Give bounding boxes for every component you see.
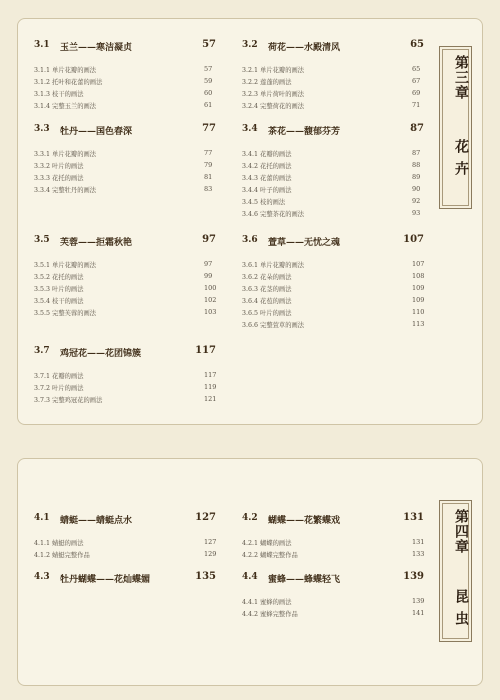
subsection-entry[interactable]	[242, 270, 424, 282]
chapter-title: 第三章	[453, 55, 469, 100]
subsection-title: 3.1.2 托叶和花蕾的画法	[34, 79, 103, 86]
subsection-page-number: 131	[412, 538, 425, 546]
subsection-page-number: 141	[412, 609, 425, 617]
section-heading[interactable]	[34, 513, 216, 529]
subsection-list	[242, 595, 424, 619]
section-heading[interactable]	[242, 124, 424, 140]
section-page-number: 77	[202, 123, 216, 134]
toc-section	[34, 40, 216, 111]
subsection-entry[interactable]	[242, 63, 424, 75]
toc-section	[34, 513, 216, 560]
subsection-entry[interactable]	[34, 282, 216, 294]
section-title: 荷花——水殿清风	[268, 43, 341, 53]
chapter-subtitle: 花卉	[453, 139, 469, 183]
section-page-number: 135	[195, 571, 216, 582]
subsection-page-number: 100	[204, 284, 217, 292]
section-page-number: 117	[195, 345, 216, 356]
section-number: 3.2	[242, 40, 258, 50]
section-number: 3.7	[34, 346, 50, 356]
subsection-page-number: 69	[412, 89, 421, 97]
subsection-entry[interactable]	[34, 306, 216, 318]
subsection-title: 3.5.2 花托的画法	[34, 274, 84, 281]
subsection-entry[interactable]	[34, 270, 216, 282]
subsection-title: 3.6.6 完整萱草的画法	[242, 322, 305, 329]
subsection-entry[interactable]	[242, 536, 424, 548]
section-title: 鸡冠花——花团锦簇	[60, 349, 142, 359]
section-page-number: 57	[202, 39, 216, 50]
subsection-title: 3.7.3 完整鸡冠花的画法	[34, 397, 103, 404]
subsection-entry[interactable]	[242, 306, 424, 318]
subsection-title: 3.4.2 花托的画法	[242, 163, 292, 170]
subsection-page-number: 97	[204, 260, 213, 268]
chapter-title: 第四章	[453, 509, 469, 554]
section-number: 3.4	[242, 124, 258, 134]
subsection-entry[interactable]	[34, 369, 216, 381]
subsection-title: 3.5.4 枝干的画法	[34, 298, 84, 305]
subsection-title: 4.2.2 蝴蝶完整作品	[242, 552, 298, 559]
subsection-title: 3.6.2 花朵的画法	[242, 274, 292, 281]
subsection-title: 3.2.4 完整荷花的画法	[242, 103, 305, 110]
subsection-page-number: 139	[412, 597, 425, 605]
subsection-page-number: 109	[412, 284, 425, 292]
subsection-list	[242, 536, 424, 560]
subsection-title: 4.4.1 蜜蜂的画法	[242, 599, 292, 606]
subsection-page-number: 87	[412, 149, 421, 157]
subsection-title: 3.5.3 叶片的画法	[34, 286, 84, 293]
section-title: 茶花——馥郁芬芳	[268, 127, 341, 137]
section-heading[interactable]	[34, 235, 216, 251]
subsection-title: 3.4.1 花瓣的画法	[242, 151, 292, 158]
toc-section	[242, 124, 424, 219]
toc-section	[242, 513, 424, 560]
subsection-title: 3.5.5 完整芙蓉的画法	[34, 310, 97, 317]
subsection-title: 3.6.1 单片花瓣的画法	[242, 262, 305, 269]
subsection-page-number: 92	[412, 197, 421, 205]
subsection-page-number: 77	[204, 149, 213, 157]
section-title: 牡丹——国色春深	[60, 127, 133, 137]
toc-section	[34, 235, 216, 318]
subsection-page-number: 81	[204, 173, 213, 181]
subsection-page-number: 59	[204, 77, 213, 85]
section-number: 4.4	[242, 572, 258, 582]
subsection-page-number: 61	[204, 101, 213, 109]
subsection-entry[interactable]	[242, 195, 424, 207]
subsection-page-number: 133	[412, 550, 425, 558]
subsection-entry[interactable]	[242, 171, 424, 183]
chapter-three-label-box	[439, 46, 472, 209]
toc-section	[34, 124, 216, 195]
subsection-entry[interactable]	[242, 99, 424, 111]
section-heading[interactable]	[34, 572, 216, 588]
section-page-number: 97	[202, 234, 216, 245]
subsection-title: 3.1.4 完整玉兰的画法	[34, 103, 97, 110]
subsection-title: 3.7.1 花瓣的画法	[34, 373, 84, 380]
subsection-title: 4.1.1 蜻蜓的画法	[34, 540, 84, 547]
subsection-page-number: 79	[204, 161, 213, 169]
subsection-list	[34, 536, 216, 560]
subsection-entry[interactable]	[242, 282, 424, 294]
subsection-entry[interactable]	[242, 87, 424, 99]
subsection-list	[242, 147, 424, 219]
subsection-page-number: 108	[412, 272, 425, 280]
subsection-page-number: 71	[412, 101, 421, 109]
subsection-page-number: 88	[412, 161, 421, 169]
subsection-entry[interactable]	[34, 183, 216, 195]
subsection-title: 3.4.5 枝的画法	[242, 199, 286, 206]
section-number: 4.2	[242, 513, 258, 523]
subsection-title: 3.4.4 叶子的画法	[242, 187, 292, 194]
toc-section	[34, 572, 216, 595]
section-title: 萱草——无忧之魂	[268, 238, 341, 248]
subsection-entry[interactable]	[34, 381, 216, 393]
subsection-title: 3.7.2 叶片的画法	[34, 385, 84, 392]
subsection-entry[interactable]	[242, 258, 424, 270]
section-page-number: 127	[195, 512, 216, 523]
subsection-title: 3.3.3 花托的画法	[34, 175, 84, 182]
toc-section	[34, 346, 216, 405]
subsection-page-number: 83	[204, 185, 213, 193]
subsection-entry[interactable]	[242, 207, 424, 219]
toc-section	[242, 235, 424, 330]
section-heading[interactable]	[34, 346, 216, 362]
subsection-title: 3.3.1 单片花瓣的画法	[34, 151, 97, 158]
subsection-page-number: 107	[412, 260, 425, 268]
subsection-title: 4.2.1 蝴蝶的画法	[242, 540, 292, 547]
subsection-entry[interactable]	[34, 147, 216, 159]
section-page-number: 87	[410, 123, 424, 134]
subsection-page-number: 117	[204, 371, 217, 379]
section-page-number: 107	[403, 234, 424, 245]
subsection-page-number: 65	[412, 65, 421, 73]
subsection-list	[34, 258, 216, 318]
subsection-page-number: 113	[412, 320, 425, 328]
section-heading[interactable]	[242, 513, 424, 529]
subsection-entry[interactable]	[34, 294, 216, 306]
subsection-page-number: 121	[204, 395, 217, 403]
subsection-entry[interactable]	[34, 87, 216, 99]
subsection-page-number: 129	[204, 550, 217, 558]
section-page-number: 65	[410, 39, 424, 50]
subsection-page-number: 109	[412, 296, 425, 304]
subsection-page-number: 89	[412, 173, 421, 181]
subsection-list	[242, 258, 424, 330]
chapter-four-label-box	[439, 500, 472, 642]
section-heading[interactable]	[34, 124, 216, 140]
subsection-page-number: 67	[412, 77, 421, 85]
subsection-list	[34, 63, 216, 111]
subsection-page-number: 99	[204, 272, 213, 280]
subsection-title: 3.4.3 花蕾的画法	[242, 175, 292, 182]
subsection-entry[interactable]	[242, 548, 424, 560]
subsection-title: 3.3.4 完整牡丹的画法	[34, 187, 97, 194]
section-number: 3.6	[242, 235, 258, 245]
section-page-number: 131	[403, 512, 424, 523]
subsection-title: 3.1.3 枝干的画法	[34, 91, 84, 98]
subsection-entry[interactable]	[34, 258, 216, 270]
section-heading[interactable]	[242, 235, 424, 251]
section-number: 4.3	[34, 572, 50, 582]
subsection-title: 3.6.5 叶片的画法	[242, 310, 292, 317]
subsection-list	[242, 63, 424, 111]
section-title: 牡丹蝴蝶——花灿蝶媚	[60, 575, 151, 585]
subsection-entry[interactable]	[34, 536, 216, 548]
subsection-page-number: 119	[204, 383, 217, 391]
subsection-entry[interactable]	[34, 63, 216, 75]
subsection-title: 3.3.2 叶片的画法	[34, 163, 84, 170]
subsection-entry[interactable]	[242, 318, 424, 330]
subsection-entry[interactable]	[34, 393, 216, 405]
subsection-entry[interactable]	[242, 607, 424, 619]
subsection-page-number: 110	[412, 308, 425, 316]
section-heading[interactable]	[34, 40, 216, 56]
section-title: 蜜蜂——蜂蝶轻飞	[268, 575, 341, 585]
toc-section	[242, 40, 424, 111]
section-title: 蝴蝶——花繁蝶戏	[268, 516, 341, 526]
subsection-page-number: 127	[204, 538, 217, 546]
subsection-entry[interactable]	[242, 595, 424, 607]
chapter-subtitle: 昆虫	[453, 589, 469, 633]
subsection-title: 3.6.4 花苞的画法	[242, 298, 292, 305]
subsection-entry[interactable]	[34, 171, 216, 183]
section-title: 芙蓉——拒霜秋艳	[60, 238, 133, 248]
section-heading[interactable]	[242, 572, 424, 588]
section-title: 玉兰——寒洁凝贞	[60, 43, 133, 53]
subsection-title: 3.1.1 单片花瓣的画法	[34, 67, 97, 74]
subsection-list	[34, 369, 216, 405]
subsection-entry[interactable]	[242, 294, 424, 306]
subsection-entry[interactable]	[34, 99, 216, 111]
subsection-title: 3.4.6 完整茶花的画法	[242, 211, 305, 218]
section-heading[interactable]	[242, 40, 424, 56]
section-number: 3.3	[34, 124, 50, 134]
subsection-title: 4.1.2 蜻蜓完整作品	[34, 552, 90, 559]
section-number: 4.1	[34, 513, 50, 523]
subsection-entry[interactable]	[242, 183, 424, 195]
subsection-entry[interactable]	[242, 159, 424, 171]
subsection-title: 3.5.1 单片花瓣的画法	[34, 262, 97, 269]
section-number: 3.5	[34, 235, 50, 245]
subsection-entry[interactable]	[34, 159, 216, 171]
subsection-title: 3.2.2 莲蓬的画法	[242, 79, 292, 86]
section-title: 蜻蜓——蜻蜓点水	[60, 516, 133, 526]
subsection-list	[34, 147, 216, 195]
subsection-page-number: 90	[412, 185, 421, 193]
subsection-page-number: 60	[204, 89, 213, 97]
subsection-page-number: 57	[204, 65, 213, 73]
subsection-entry[interactable]	[34, 75, 216, 87]
subsection-title: 3.2.1 单片花瓣的画法	[242, 67, 305, 74]
subsection-entry[interactable]	[34, 548, 216, 560]
subsection-page-number: 93	[412, 209, 421, 217]
section-number: 3.1	[34, 40, 50, 50]
subsection-page-number: 103	[204, 308, 217, 316]
subsection-title: 4.4.2 蜜蜂完整作品	[242, 611, 298, 618]
subsection-entry[interactable]	[242, 147, 424, 159]
subsection-title: 3.6.3 花茎的画法	[242, 286, 292, 293]
subsection-entry[interactable]	[242, 75, 424, 87]
toc-section	[242, 572, 424, 619]
subsection-page-number: 102	[204, 296, 217, 304]
section-page-number: 139	[403, 571, 424, 582]
subsection-title: 3.2.3 单片荷叶的画法	[242, 91, 305, 98]
